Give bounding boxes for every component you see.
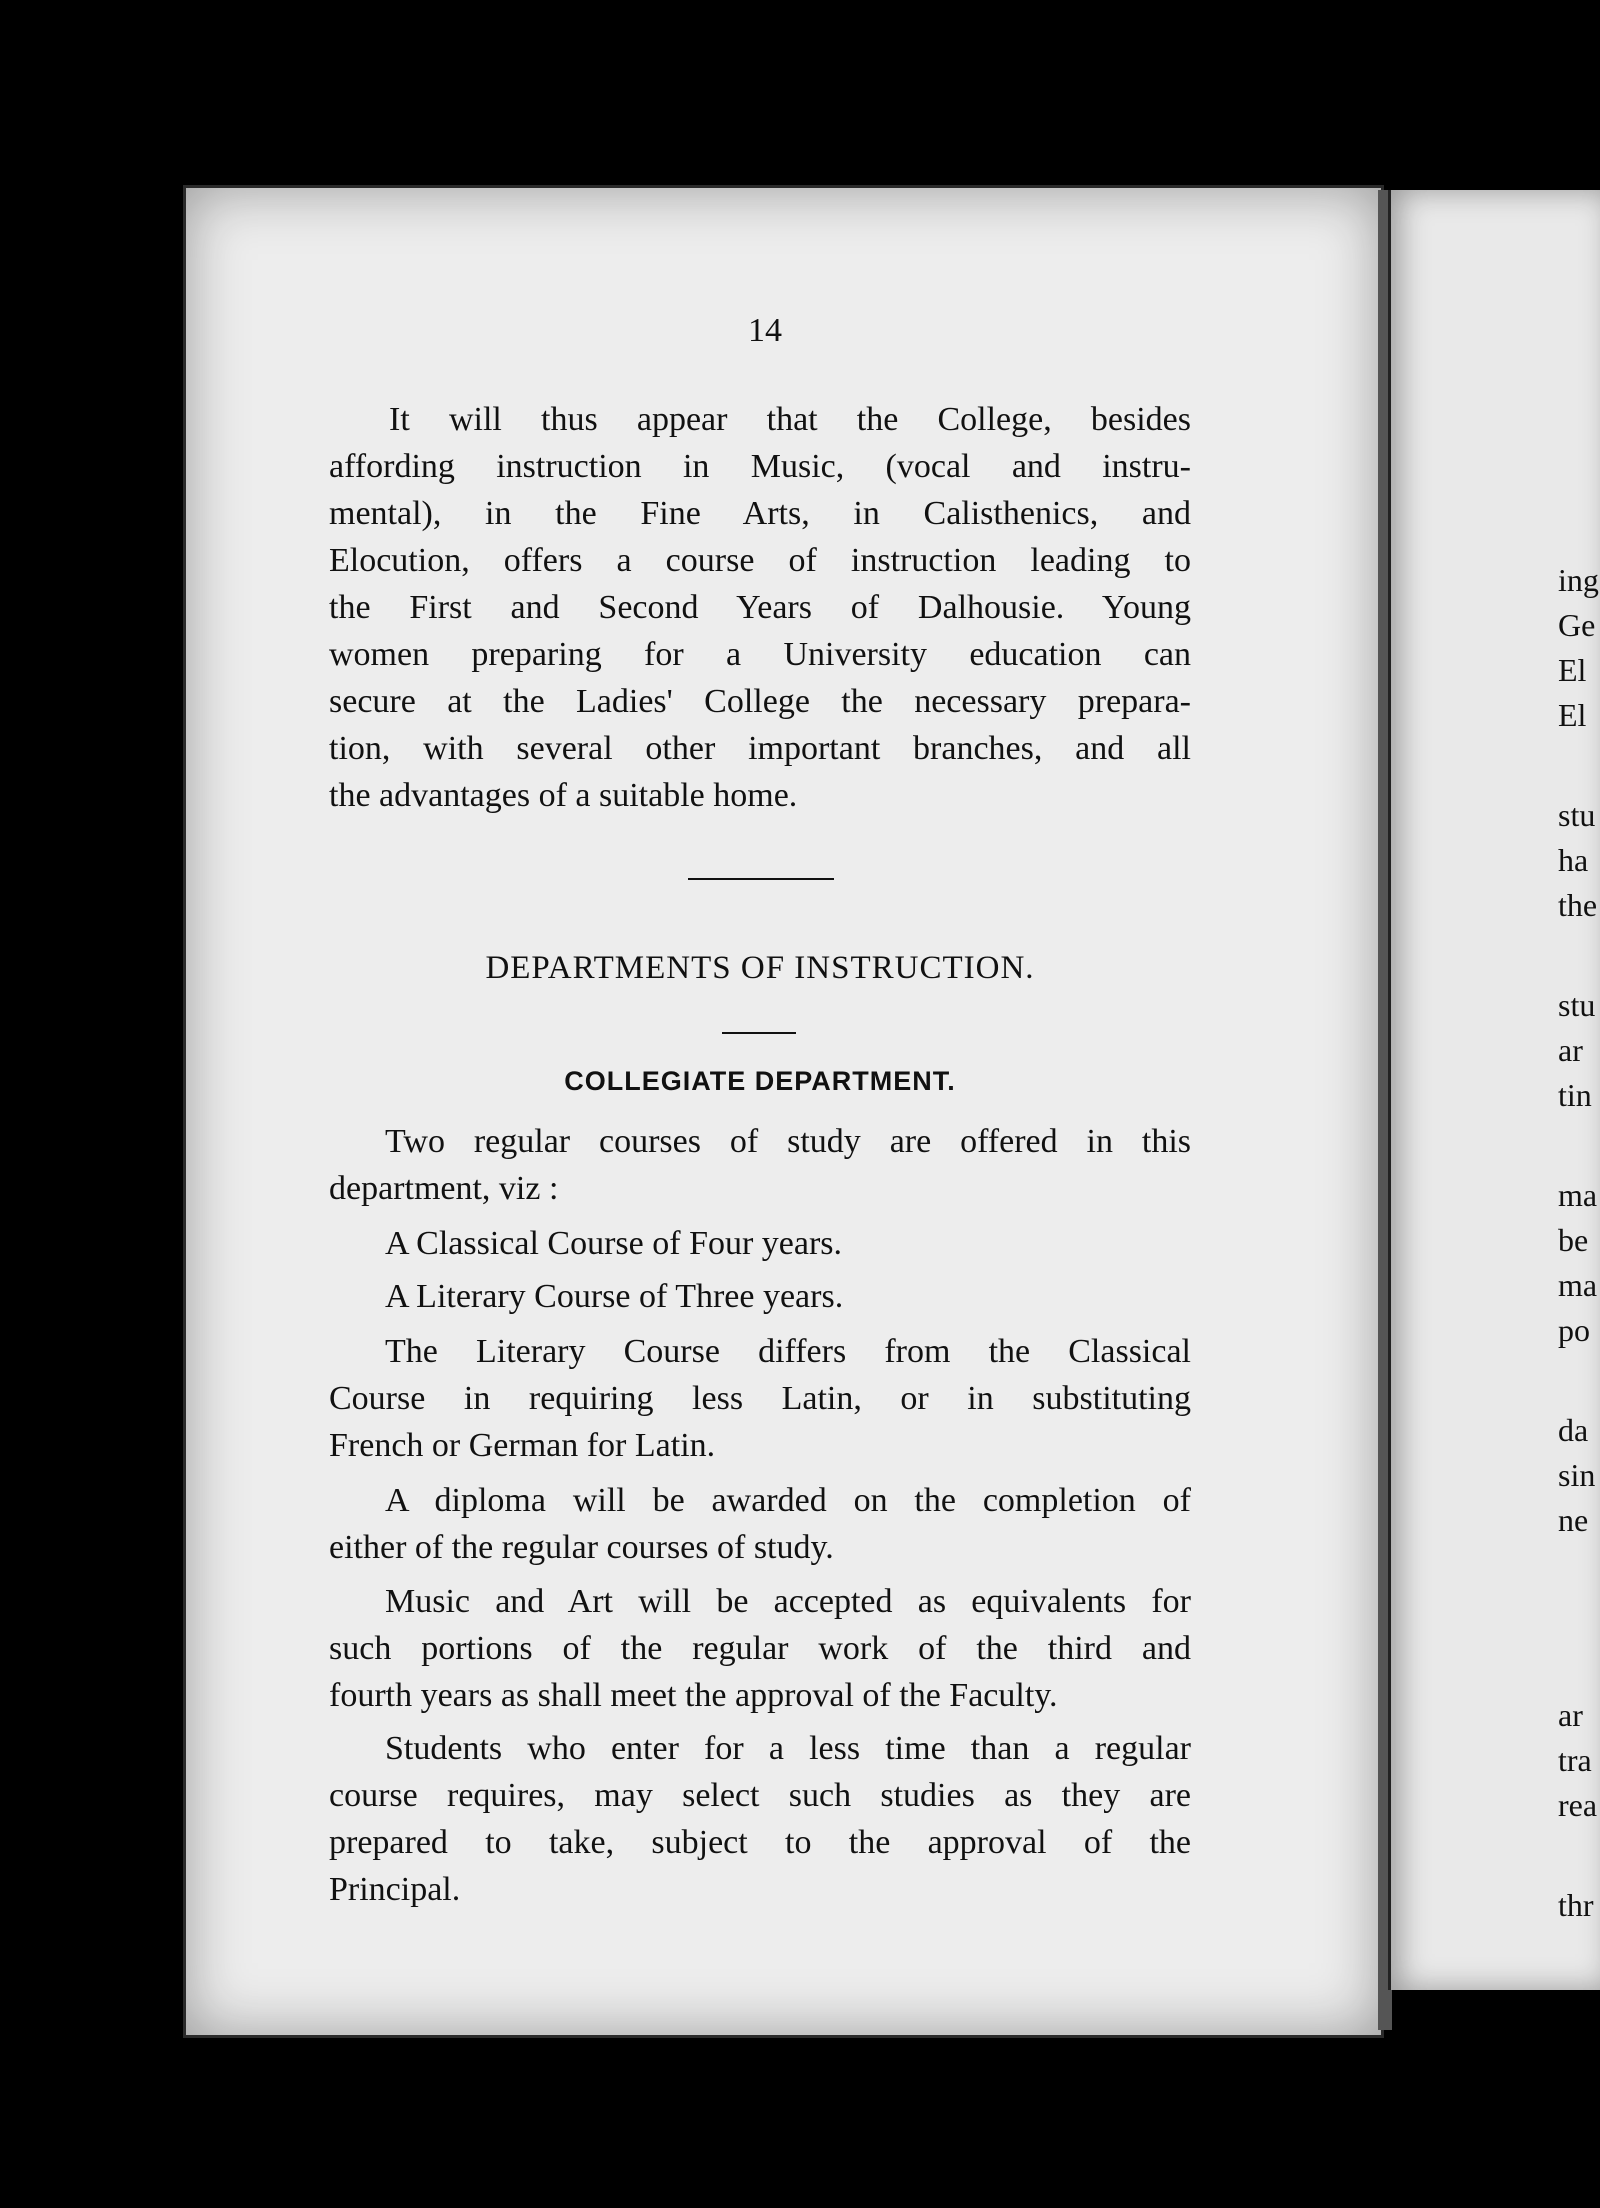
section-divider (688, 878, 834, 880)
right-page-fragment: ing (1558, 562, 1599, 598)
right-page-fragment: sin (1558, 1457, 1596, 1493)
text-line: secure at the Ladies' College the necessary prepara- (329, 683, 1191, 720)
text-line: course requires, may select such studies as they are (329, 1777, 1191, 1814)
text-line: Course in requiring less Latin, or in substituting (329, 1380, 1191, 1417)
paragraph-students (329, 1725, 1191, 1913)
text-line: department, viz : (329, 1170, 559, 1207)
paragraph-diploma (329, 1477, 1191, 1571)
right-page-fragment: Ge (1558, 607, 1596, 643)
right-page-fragment: ma (1558, 1177, 1598, 1213)
right-page-fragment: tin (1558, 1077, 1592, 1113)
right-page-fragment: the (1558, 887, 1598, 923)
text-line: prepared to take, subject to the approval of the (329, 1824, 1191, 1861)
text-line: Two regular courses of study are offered in this (385, 1123, 1191, 1160)
right-page-fragment: El (1558, 697, 1587, 733)
right-page-fragment: ma (1558, 1267, 1598, 1303)
text-line: the First and Second Years of Dalhousie. Young (329, 589, 1191, 626)
text-line: French or German for Latin. (329, 1427, 716, 1464)
text-line: Principal. (329, 1871, 461, 1908)
page-number: 14 (748, 312, 782, 349)
text-line: It will thus appear that the College, besides (389, 401, 1191, 438)
text-line: affording instruction in Music, (vocal and instru- (329, 448, 1191, 485)
text-line: A diploma will be awarded on the completion of (385, 1482, 1191, 1519)
right-page-fragment: ha (1558, 842, 1589, 878)
title-divider (722, 1032, 796, 1034)
right-page-fragment: da (1558, 1412, 1589, 1448)
text-line: Elocution, offers a course of instruction leading to (329, 542, 1191, 579)
text-line: A Classical Course of Four years. (385, 1225, 843, 1262)
paragraph-literary (329, 1328, 1191, 1469)
right-page-fragment: stu (1558, 987, 1596, 1023)
text-line: either of the regular courses of study. (329, 1529, 834, 1566)
right-page-fragment: rea (1558, 1787, 1598, 1823)
subsection-title: COLLEGIATE DEPARTMENT. (564, 1066, 956, 1096)
literary-course (329, 1273, 1191, 1320)
right-page-fragment: ar (1558, 1697, 1583, 1733)
text-line: fourth years as shall meet the approval of the Faculty. (329, 1677, 1058, 1714)
right-page-fragment: po (1558, 1312, 1590, 1348)
text-line: Music and Art will be accepted as equivalents for (385, 1583, 1191, 1620)
text-line: such portions of the regular work of the third and (329, 1630, 1191, 1667)
right-page-fragment: be (1558, 1222, 1589, 1258)
paragraph-courses (329, 1118, 1191, 1212)
section-title: DEPARTMENTS OF INSTRUCTION. (485, 950, 1035, 986)
text-line: The Literary Course differs from the Classical (385, 1333, 1191, 1370)
text-line: the advantages of a suitable home. (329, 777, 798, 814)
right-page-fragment: stu (1558, 797, 1596, 833)
right-page-fragment: tra (1558, 1742, 1592, 1778)
classical-course (329, 1220, 1191, 1267)
right-page-fragment: ne (1558, 1502, 1589, 1538)
text-line: Students who enter for a less time than a regular (385, 1730, 1191, 1767)
text-line: A Literary Course of Three years. (385, 1278, 844, 1315)
text-line: tion, with several other important branches, and all (329, 730, 1191, 767)
right-page-fragment: thr (1558, 1887, 1594, 1923)
intro-paragraph (329, 396, 1191, 819)
text-line: mental), in the Fine Arts, in Calisthenics, and (329, 495, 1191, 532)
text-line: women preparing for a University education can (329, 636, 1191, 673)
paragraph-music-art (329, 1578, 1191, 1719)
right-page-fragment: ar (1558, 1032, 1583, 1068)
right-page-fragment: El (1558, 652, 1587, 688)
